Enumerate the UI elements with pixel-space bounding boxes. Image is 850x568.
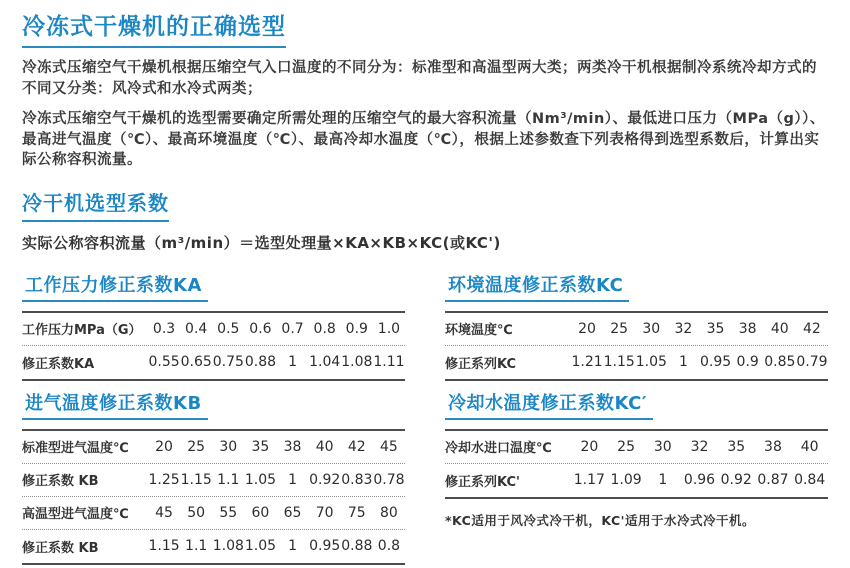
cell-value: 0.88 bbox=[244, 354, 277, 371]
table-row bbox=[22, 431, 405, 464]
cell-value: 1.05 bbox=[244, 538, 277, 555]
cell-value: 20 bbox=[578, 320, 596, 337]
cell-value: 0.85 bbox=[764, 354, 796, 371]
cell-value: 0.4 bbox=[185, 320, 208, 337]
kc-footnote: *KC适用于风冷式冷干机，KC'适用于水冷式冷干机。 bbox=[445, 512, 755, 528]
row-label: 冷却水进口温度℃ bbox=[445, 441, 552, 457]
cell-value: 1 bbox=[288, 538, 298, 555]
table-row bbox=[22, 313, 405, 346]
cell-value: 40 bbox=[800, 438, 819, 455]
cell-value: 0.5 bbox=[217, 320, 240, 337]
cell-value: 0.7 bbox=[281, 320, 304, 337]
cell-value: 35 bbox=[706, 320, 725, 337]
cell-value: 1.25 bbox=[148, 471, 180, 488]
cell-value: 1.1 bbox=[217, 471, 240, 488]
tables-grid bbox=[22, 263, 828, 565]
cell-value: 42 bbox=[347, 438, 366, 455]
table-title-ka: 工作压力修正系数KA bbox=[22, 271, 208, 302]
cell-value: 1 bbox=[658, 472, 668, 489]
formula-text: 实际公称容积流量（m³/min）＝选型处理量×KA×KB×KC(或KC') bbox=[22, 233, 501, 252]
cell-value: 0.95 bbox=[699, 354, 732, 371]
cell-value: 1.15 bbox=[603, 354, 635, 371]
cell-value: 1 bbox=[678, 354, 688, 371]
table-title-kb: 进气温度修正系数KB bbox=[22, 389, 208, 420]
table-section-kb bbox=[22, 389, 405, 565]
row-label: 标准型进气温度℃ bbox=[22, 441, 129, 457]
row-label: 修正系数KA bbox=[22, 356, 95, 372]
cell-value: 0.9 bbox=[736, 354, 759, 371]
cell-value: 65 bbox=[283, 504, 302, 521]
cell-value: 35 bbox=[251, 438, 270, 455]
cell-value: 30 bbox=[653, 438, 672, 455]
cell-value: 0.79 bbox=[796, 354, 828, 371]
cell-value: 20 bbox=[580, 438, 599, 455]
cell-value: 80 bbox=[380, 504, 398, 521]
cell-value: 32 bbox=[674, 320, 693, 337]
cell-value: 0.6 bbox=[249, 320, 272, 337]
section-title-coefficients: 冷干机选型系数 bbox=[22, 187, 169, 222]
cell-value: 1.09 bbox=[610, 472, 642, 489]
cell-value: 1.21 bbox=[571, 354, 603, 371]
cell-value: 1.04 bbox=[309, 354, 341, 371]
row-label: 工作压力MPa（G） bbox=[22, 323, 142, 339]
row-label: 修正系数 KB bbox=[22, 540, 99, 556]
cell-value: 1 bbox=[288, 354, 298, 371]
table-row bbox=[22, 530, 405, 563]
table-row bbox=[445, 346, 828, 379]
cell-value: 0.8 bbox=[313, 320, 336, 337]
cell-value: 30 bbox=[642, 320, 661, 337]
cell-value: 1.05 bbox=[635, 354, 667, 371]
cell-value: 0.55 bbox=[148, 354, 180, 371]
cell-value: 25 bbox=[187, 438, 206, 455]
cell-value: 45 bbox=[155, 504, 173, 521]
cell-value: 45 bbox=[380, 438, 398, 455]
cell-value: 1.08 bbox=[212, 538, 244, 555]
table-row bbox=[445, 464, 828, 497]
cell-value: 1.08 bbox=[341, 354, 373, 371]
cell-value: 1.15 bbox=[180, 471, 212, 488]
cell-value: 32 bbox=[690, 438, 709, 455]
table-row bbox=[445, 431, 828, 464]
cell-value: 0.96 bbox=[683, 472, 716, 489]
row-label: 修正系列KC bbox=[445, 356, 517, 372]
table-section-ka bbox=[22, 271, 405, 381]
table-row bbox=[22, 497, 405, 530]
intro-paragraph-1: 冷冻式压缩空气干燥机根据压缩空气入口温度的不同分为：标准型和高温型两大类；两类冷干机根据制冷系统冷却方式的不同又分类：风冷式和水冷式两类； bbox=[22, 60, 817, 97]
cell-value: 0.83 bbox=[341, 471, 373, 488]
cell-value: 0.88 bbox=[341, 538, 373, 555]
cell-value: 38 bbox=[738, 320, 757, 337]
table-ka bbox=[22, 311, 405, 381]
cell-value: 60 bbox=[251, 504, 270, 521]
cell-value: 20 bbox=[155, 438, 173, 455]
table-title-kc: 环境温度修正系数KC bbox=[445, 271, 629, 302]
cell-value: 55 bbox=[219, 504, 238, 521]
page-title: 冷冻式干燥机的正确选型 bbox=[22, 8, 286, 48]
cell-value: 0.95 bbox=[309, 538, 341, 555]
intro-paragraph-2: 冷冻式压缩空气干燥机的选型需要确定所需处理的压缩空气的最大容积流量（Nm³/min）、最低进口压力（MPa（g））、最高进气温度（℃）、最高环境温度（℃）、最高冷却水温度（℃），根据上述参数查下列表格得到选型系数后，计算出实际公称容积流量。 bbox=[22, 111, 825, 169]
row-label: 环境温度℃ bbox=[445, 323, 513, 339]
cell-value: 0.3 bbox=[152, 320, 176, 337]
table-row bbox=[445, 313, 828, 346]
cell-value: 0.9 bbox=[345, 320, 368, 337]
cell-value: 38 bbox=[283, 438, 302, 455]
cell-value: 1.05 bbox=[244, 471, 277, 488]
cell-value: 1.15 bbox=[148, 538, 180, 555]
cell-value: 35 bbox=[727, 438, 746, 455]
row-label: 高温型进气温度℃ bbox=[22, 507, 129, 523]
cell-value: 1.11 bbox=[373, 354, 405, 371]
table-kb bbox=[22, 429, 405, 565]
row-label: 修正系列KC' bbox=[445, 474, 521, 490]
table-kc bbox=[445, 311, 828, 381]
table-kc-prime bbox=[445, 429, 828, 499]
table-section-kc bbox=[445, 271, 828, 381]
cell-value: 0.87 bbox=[757, 472, 789, 489]
row-label: 修正系数 KB bbox=[22, 474, 99, 490]
cell-value: 0.92 bbox=[720, 472, 752, 489]
cell-value: 0.65 bbox=[180, 354, 212, 371]
table-row bbox=[22, 346, 405, 379]
cell-value: 1.17 bbox=[573, 472, 605, 489]
cell-value: 38 bbox=[764, 438, 782, 455]
cell-value: 25 bbox=[617, 438, 635, 455]
cell-value: 40 bbox=[770, 320, 789, 337]
cell-value: 0.78 bbox=[373, 471, 405, 488]
cell-value: 25 bbox=[610, 320, 629, 337]
cell-value: 70 bbox=[315, 504, 334, 521]
cell-value: 1.1 bbox=[185, 538, 208, 555]
cell-value: 0.84 bbox=[794, 472, 826, 489]
cell-value: 0.75 bbox=[212, 354, 244, 371]
table-title-kc-prime: 冷却水温度修正系数KC′ bbox=[445, 389, 653, 420]
table-row bbox=[22, 464, 405, 497]
table-section-kc-prime bbox=[445, 389, 828, 565]
cell-value: 42 bbox=[803, 320, 821, 337]
cell-value: 1.0 bbox=[377, 320, 401, 337]
cell-value: 30 bbox=[219, 438, 238, 455]
cell-value: 75 bbox=[347, 504, 366, 521]
cell-value: 40 bbox=[315, 438, 334, 455]
cell-value: 0.8 bbox=[377, 538, 401, 555]
cell-value: 0.92 bbox=[309, 471, 341, 488]
cell-value: 1 bbox=[288, 471, 298, 488]
cell-value: 50 bbox=[187, 504, 206, 521]
